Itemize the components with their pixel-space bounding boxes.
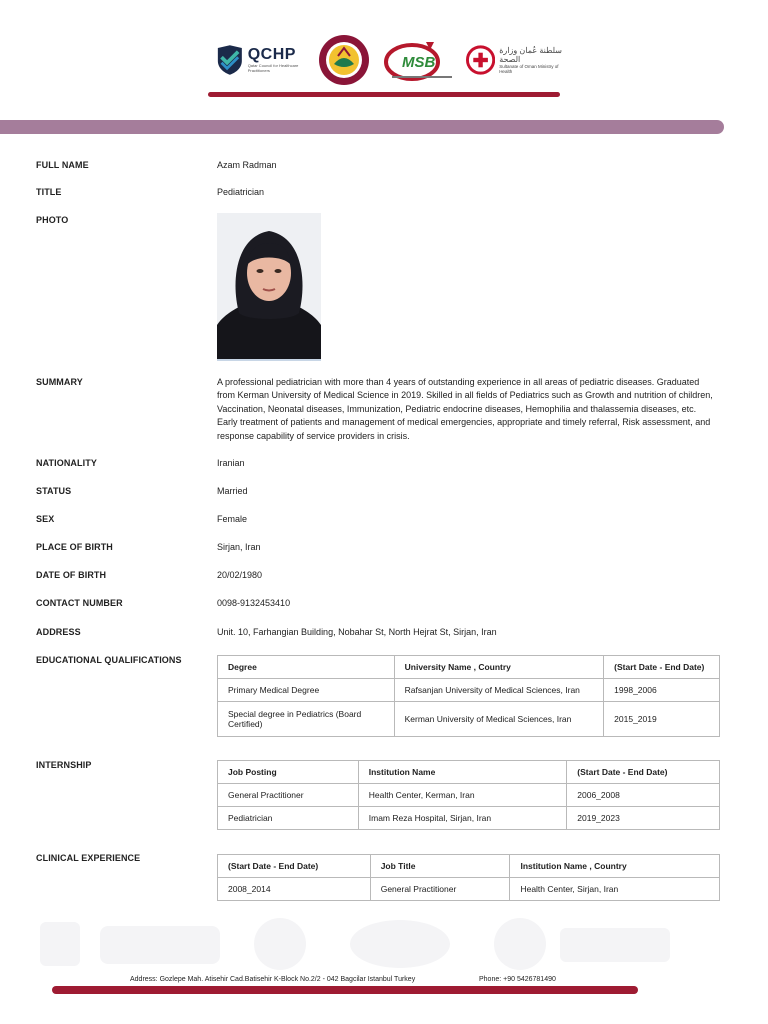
table-row	[218, 702, 720, 737]
table-cell: 2006_2008	[567, 784, 720, 807]
table-row	[218, 878, 720, 901]
table-header-row	[218, 656, 720, 679]
place-of-birth-value: Sirjan, Iran	[217, 542, 261, 552]
address-label: ADDRESS	[36, 627, 81, 637]
internship-label: INTERNSHIP	[36, 760, 92, 770]
column-header: Institution Name	[358, 761, 567, 784]
table-row	[218, 784, 720, 807]
place-of-birth-label: PLACE OF BIRTH	[36, 542, 113, 552]
date-of-birth-label: DATE OF BIRTH	[36, 570, 107, 580]
column-header: (Start Date - End Date)	[218, 855, 371, 878]
status-label: STATUS	[36, 486, 72, 496]
nationality-label: NATIONALITY	[36, 458, 97, 468]
clinical-experience-table	[217, 854, 720, 901]
section-band	[0, 120, 724, 134]
column-header: Job Posting	[218, 761, 359, 784]
qchp-logo	[216, 34, 316, 86]
summary-text: A professional pediatrician with more than 4 years of outstanding experience in all areas of pediatric diseases. Graduated from Kerman University of Medical Science in 2019. Skilled in all fields of Pediatrics such as Growth and nutrition of children, Vaccination, Neonatal diseases, Immunization, Pediatric endocrine diseases, Hemophilia and thalassemia diseases, etc. Early treatment of patients and management of medical emergencies, appropriate and timely referral, Risk assessment, and response capability of service providers in crisis.	[217, 377, 713, 441]
footer-address: Address: Gozlepe Mah. Atisehir Cad.Batisehir K-Block No.2/2 - 042 Bagcilar Istanbul Turkey	[130, 976, 416, 983]
title-label: TITLE	[36, 187, 62, 197]
table-cell: General Practitioner	[370, 878, 510, 901]
oman-english-name: Sultanate of Oman Ministry of Health	[499, 64, 559, 74]
table-cell: Rafsanjan University of Medical Sciences, Iran	[394, 679, 604, 702]
table-row	[218, 807, 720, 830]
column-header: (Start Date - End Date)	[567, 761, 720, 784]
footer-phone: Phone: +90 5426781490	[479, 976, 556, 983]
column-header: (Start Date - End Date)	[604, 656, 720, 679]
summary-label: SUMMARY	[36, 377, 83, 387]
table-cell: Pediatrician	[218, 807, 359, 830]
table-cell: Special degree in Pediatrics (Board Certified)	[218, 702, 395, 737]
full-name-label: FULL NAME	[36, 160, 89, 170]
table-header-row	[218, 761, 720, 784]
education-table	[217, 655, 720, 737]
column-header: Job Title	[370, 855, 510, 878]
table-cell: General Practitioner	[218, 784, 359, 807]
qchp-shield-icon	[216, 43, 244, 77]
table-row	[218, 679, 720, 702]
qchp-subtitle: Qatar Council for Healthcare Practitioners	[247, 63, 299, 73]
profile-photo	[217, 213, 321, 361]
photo-label: PHOTO	[36, 215, 69, 225]
header-logos	[214, 34, 562, 86]
sex-label: SEX	[36, 514, 55, 524]
contact-number-value: 0098-9132453410	[217, 598, 291, 608]
oman-moh-logo	[466, 34, 562, 86]
contact-number-label: CONTACT NUMBER	[36, 598, 123, 608]
column-header: Institution Name , Country	[510, 855, 720, 878]
status-value: Married	[217, 486, 248, 496]
education-label: EDUCATIONAL QUALIFICATIONS	[36, 655, 182, 665]
table-cell: 2019_2023	[567, 807, 720, 830]
full-name-value: Azam Radman	[217, 160, 277, 170]
table-cell: Primary Medical Degree	[218, 679, 395, 702]
watermark-logo	[40, 912, 680, 972]
oman-moh-icon	[466, 38, 495, 82]
oman-arabic-name: سلطنة عُمان وزارة الصحة	[499, 46, 562, 64]
table-cell: Health Center, Kerman, Iran	[358, 784, 567, 807]
qchp-name: QCHP	[247, 46, 296, 63]
table-cell: Imam Reza Hospital, Sirjan, Iran	[358, 807, 567, 830]
table-cell: 2015_2019	[604, 702, 720, 737]
qatar-seal-icon	[318, 34, 370, 86]
table-header-row	[218, 855, 720, 878]
nationality-value: Iranian	[217, 458, 245, 468]
portrait-image	[217, 213, 321, 359]
table-cell: Kerman University of Medical Sciences, Iran	[394, 702, 604, 737]
table-cell: 1998_2006	[604, 679, 720, 702]
table-cell: Health Center, Sirjan, Iran	[510, 878, 720, 901]
internship-table	[217, 760, 720, 830]
header-divider	[208, 92, 560, 97]
msb-logo	[382, 34, 462, 86]
svg-text:MSB: MSB	[402, 54, 436, 71]
qatar-moph-logo	[318, 34, 372, 86]
column-header: Degree	[218, 656, 395, 679]
date-of-birth-value: 20/02/1980	[217, 570, 263, 580]
footer-divider	[52, 986, 638, 994]
column-header: University Name , Country	[394, 656, 604, 679]
title-value: Pediatrician	[217, 187, 265, 197]
table-cell: 2008_2014	[218, 878, 371, 901]
address-value: Unit. 10, Farhangian Building, Nobahar St, North Hejrat St, Sirjan, Iran	[217, 627, 497, 637]
msb-emblem-icon	[382, 38, 460, 82]
sex-value: Female	[217, 514, 248, 524]
clinical-experience-label: CLINICAL EXPERIENCE	[36, 853, 141, 863]
